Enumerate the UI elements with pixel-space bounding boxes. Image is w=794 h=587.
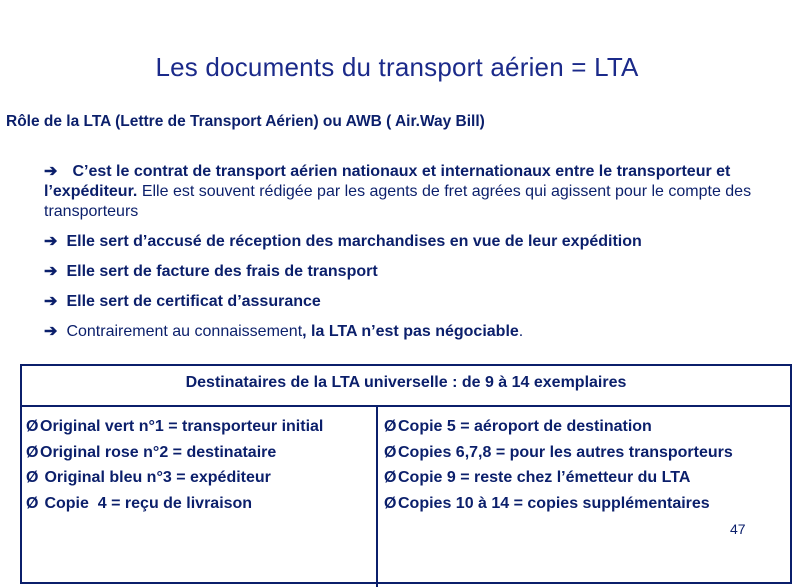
bullet-invoice (44, 262, 378, 282)
right-column (384, 414, 733, 516)
arrow-right-icon: ➔ (44, 323, 58, 340)
page-number: 47 (730, 521, 746, 537)
bullet-insurance (44, 292, 321, 312)
arrowhead-icon: Ø (384, 469, 397, 486)
bullet-negotiable (44, 322, 523, 342)
list-item: ØOriginal rose n°2 = destinataire (26, 440, 323, 466)
bullet-contract (44, 162, 774, 222)
arrow-right-icon: ➔ (44, 263, 58, 280)
arrowhead-icon: Ø (384, 494, 397, 512)
arrowhead-icon: Ø (26, 469, 39, 486)
bullet-receipt (44, 232, 642, 252)
list-item: Ø Copie 4 = reçu de livraison (26, 491, 323, 517)
column-divider (376, 407, 378, 587)
list-item: ØCopie 9 = reste chez l’émetteur du LTA (384, 465, 733, 491)
page-title: Les documents du transport aérien = LTA (155, 52, 639, 82)
bullet-insurance-text: Elle sert de certificat d’assurance (66, 293, 321, 310)
bullet-invoice-text: Elle sert de facture des frais de transport (66, 263, 378, 280)
list-item: ØCopies 6,7,8 = pour les autres transporteurs (384, 440, 733, 466)
bullet-receipt-text: Elle sert d’accusé de réception des marchandises en vue de leur expédition (66, 233, 642, 250)
list-item: ØOriginal vert n°1 = transporteur initial (26, 414, 323, 440)
arrow-right-icon: ➔ (44, 293, 58, 310)
recipients-table (20, 364, 792, 584)
arrow-right-icon: ➔ (44, 233, 58, 250)
bullet-contract-bold: C’est le contrat de transport aérien nationaux et internationaux entre le transporteur et l’expéditeur. (44, 163, 731, 200)
arrowhead-icon: Ø (26, 418, 39, 435)
bullet-negotiable-period: . (518, 323, 524, 340)
left-column (26, 414, 323, 516)
bullet-contract-text: Elle est souvent rédigée par les agents de fret agrées qui agissent pour le compte des transporteurs (44, 183, 752, 220)
list-item: ØCopies 10 à 14 = copies supplémentaires (384, 491, 733, 517)
arrowhead-icon: Ø (26, 494, 39, 512)
table-header: Destinataires de la LTA universelle : de 9 à 14 exemplaires (22, 366, 790, 407)
arrowhead-icon: Ø (384, 418, 397, 435)
arrowhead-icon: Ø (384, 443, 397, 461)
arrowhead-icon: Ø (26, 443, 39, 461)
list-item: Ø Original bleu n°3 = expéditeur (26, 465, 323, 491)
arrow-right-icon: ➔ (44, 163, 58, 180)
bullet-negotiable-text: Contrairement au connaissement (66, 323, 303, 340)
bullet-negotiable-bold: , la LTA n’est pas négociable (302, 323, 519, 340)
list-item: ØCopie 5 = aéroport de destination (384, 414, 733, 440)
role-heading: Rôle de la LTA (Lettre de Transport Aérien) ou AWB ( Air.Way Bill) (6, 113, 485, 130)
